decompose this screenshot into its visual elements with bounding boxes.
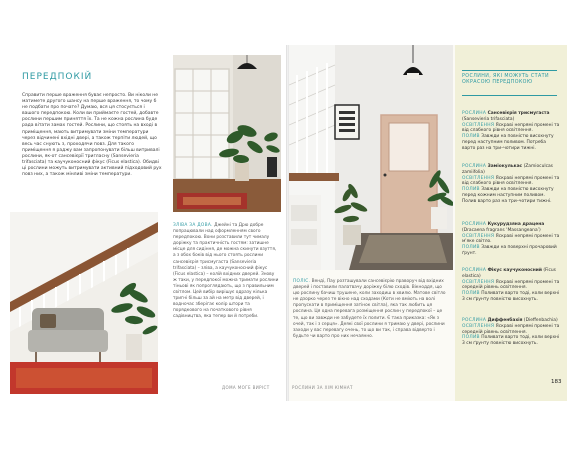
section-title: ПЕРЕДПОКІЙ	[22, 72, 93, 82]
light-text: Яскраві непрямі промені та м'яке світло.	[462, 233, 560, 245]
plant-name: Заміокулькас	[487, 164, 523, 169]
right-photo-caption	[293, 279, 449, 340]
plant-name: Сансевієрія трисмугаста	[487, 111, 550, 116]
sidebar-heading: РОСЛИНИ, ЯКІ МОЖУТЬ СТАТИ ОКРАСОЮ ПЕРЕДПОКОЮ	[462, 74, 549, 86]
water-text: Завжди на повністю висохнуту перед наступним поливом. Потреба варто раз на три–чотири тижні.	[462, 134, 554, 151]
light-label: ОСВІТЛЕННЯ	[462, 175, 495, 181]
light-text: Яскраві непрямі промені та від слабкого рівня освітлення.	[462, 122, 560, 134]
plant-entry	[462, 222, 560, 257]
plant-label: РОСЛИНА	[462, 318, 487, 323]
plant-entry	[462, 268, 560, 303]
light-text: Яскраві непрямі промені та середній рівень освітлення.	[462, 279, 560, 291]
page-number: 183	[551, 379, 562, 385]
left-caption-text: Джейні та Дрю добре попрацювали над оформленням свого передпокою. Вони розставили тут чималу доріжку та практичність гостям: затишне місце для сидіння, де можна скинути взуття, а з обох боків від нього стоять рослини сансевієрія трисмугаста (Sansevieria trifasciata) – зліва, а каучуконосний фікус (Ficus elastica) – колій вхідних дверей. Знову ж таки, у передпокої можна тримати рослини тіньові як попроглядають, що з правильним світлом. Цей вибір вирішує одразу кілька тригні більш за ай на метр від дверей, і водночас зберігає колір штори та порядкового на початкового рівня садівництва, яка тепер ви й потреби.	[173, 223, 279, 320]
sidebar-top-rule	[462, 70, 557, 71]
plant-name: Диффенбахія	[487, 318, 523, 323]
photo-window-plant	[173, 55, 281, 212]
water-label: ПОЛИВ	[462, 187, 480, 193]
intro-paragraph: Справити перше враження буває непросто. Ви ніколи не матимете другого шансу на перше враження, то чому б не подбати про почате? Думаю, вся ця стосується і вашого передпокою. Коли ви приймаєте гостей, добавте рослини першим приняття їх. Та не кожна рослина буде рада вітати замах гостей. Рослини, що стоять на вході в приміщення, мають витримувати зміни температури через відчинені вхідні двері, а також терпіти людей, що весь час снують з, проходячи повз. Для такого приміщення я раджу вам запропонувати більш витривалі рослини, як-от сансевієрії тригласну (Sansevieria trifasciata) та каучуконосний фікус (Ficus elastica). Обидві ці рослини можуть витримувати активний підходовий рух повз них, а також мінливі зміни температури.	[22, 93, 162, 178]
plant-latin: (Dracaena fragrans ‘Massangeana’)	[462, 227, 541, 233]
plant-label: РОСЛИНА	[462, 222, 487, 227]
left-caption-lead: ЗЛІВА ЗА ДОВА.	[173, 223, 213, 228]
right-footer: РОСЛИНИ ЗА ХІМ КІМНАТ	[292, 385, 353, 390]
light-label: ОСВІТЛЕННЯ	[462, 122, 495, 128]
plant-entry	[462, 111, 560, 152]
water-label: ПОЛИВ	[462, 291, 480, 297]
plant-latin: (Sansevieria trifasciata)	[462, 116, 515, 122]
photo-stair-sofa	[10, 212, 158, 394]
water-label: ПОЛИВ	[462, 134, 480, 140]
water-text: Поливати варто тоді, коли верхні 3 см ґрунту повністю висохнуть.	[462, 335, 560, 347]
water-label: ПОЛИВ	[462, 245, 480, 251]
plant-name: Кукурудзяна драцена	[487, 222, 545, 227]
light-label: ОСВІТЛЕННЯ	[462, 279, 495, 285]
plant-label: РОСЛИНА	[462, 164, 487, 169]
water-text: Завжди на повністю висохнуту перед кожним наступним поливом. Полив варто раз на три–чотири тижні.	[462, 187, 554, 204]
light-label: ОСВІТЛЕННЯ	[462, 323, 495, 329]
plant-latin: (Dieffenbachia)	[523, 318, 558, 323]
light-text: Яскраві непрямі промені та середній рівень освітлення.	[462, 323, 560, 335]
photo-pink-door	[289, 45, 453, 270]
plant-entry	[462, 318, 560, 347]
left-photo-caption	[173, 223, 279, 321]
light-label: ОСВІТЛЕННЯ	[462, 233, 495, 239]
plant-entry	[462, 164, 560, 205]
water-label: ПОЛИВ	[462, 335, 480, 341]
right-caption-text: Венді, Пау розташували сансевієрію праворуч від вхідних дверей і поставили палатвачу доріжку білю сходів. Вікноддя, що цю рослину бачиш трушене, коли заходиш в хвилю. Матове світло не дзорко через те вікно над сходами (Коти не вміють на волі пропускати в приміщення затінок світла), яка так любить ця рослина. Ця одна перевага розміщення рослин у передпокої – це те, що ви завжди не забудете їх полити. Є така приказка: «Як з очей, так і з серця». Деякі свої рослини я тримаю у двері, рослини заходи у вас перевагу очень, то що ви так, і справа відверто і будьте чи варто про них нечаянно.	[293, 279, 446, 339]
plant-latin: (Ficus elastica)	[462, 268, 556, 279]
plant-label: РОСЛИНА	[462, 268, 487, 273]
right-caption-lead: ПОЛІС.	[293, 279, 311, 284]
plant-name: Фікус каучуконосний	[487, 268, 542, 273]
left-footer: ДОМА МОГЕ ВИРІСТ	[222, 385, 270, 390]
water-text: Поливати варто тоді, коли верхні 3 см ґрунту повністю висохнуть.	[462, 291, 560, 302]
plant-label: РОСЛИНА	[462, 111, 487, 116]
sidebar-bottom-rule	[462, 95, 557, 96]
plant-latin: (Zamioculcas zamiifolia)	[462, 164, 553, 175]
light-text: Яскраві непрямі промені та від слабкого рівня освітлення.	[462, 175, 560, 187]
water-text: Завжди на поверхні прочаровий ґрунт.	[462, 245, 557, 256]
